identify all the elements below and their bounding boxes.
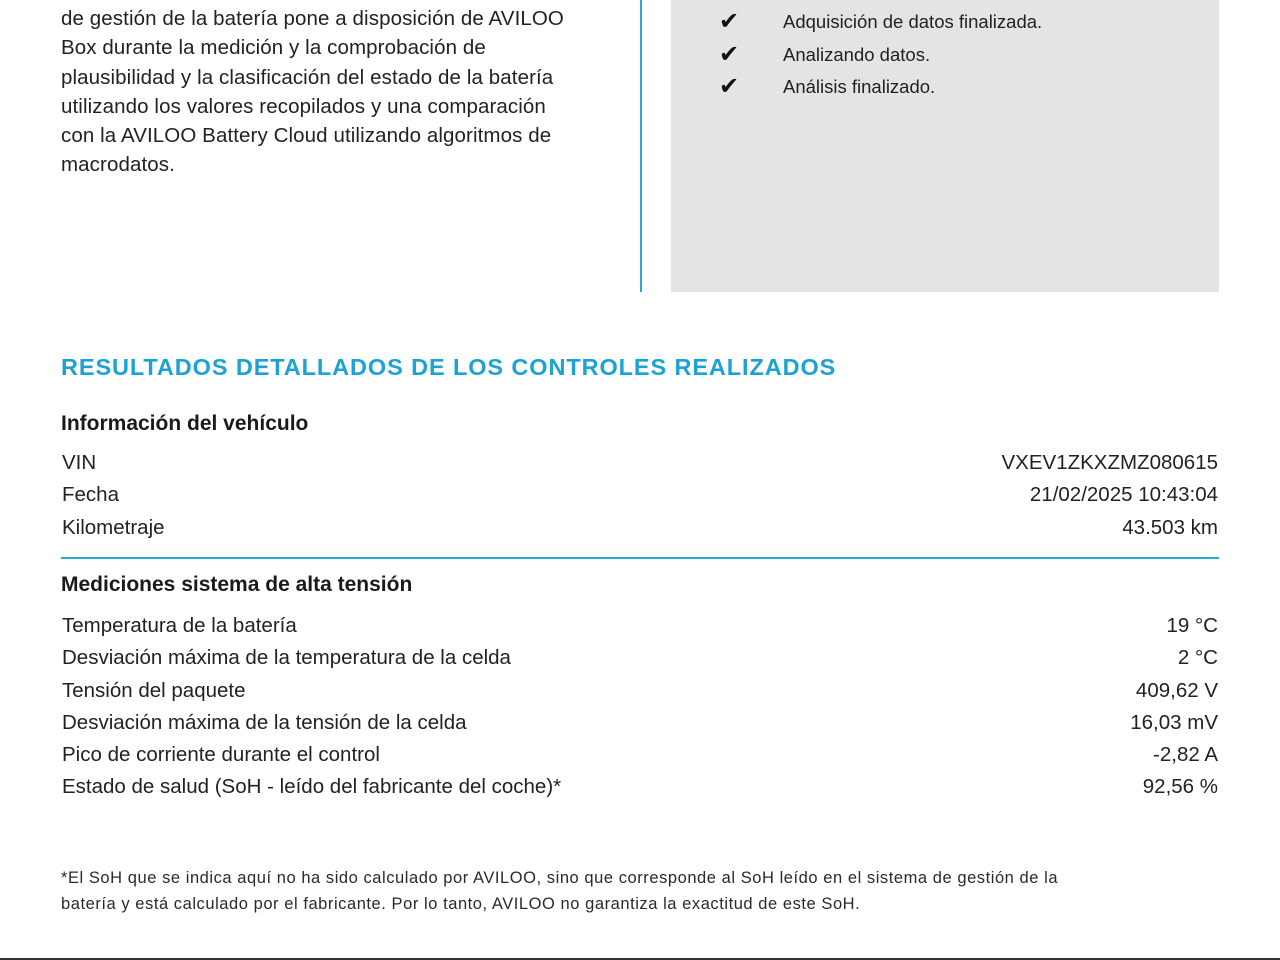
hv-row-pack-voltage: [62, 675, 1218, 707]
row-value: 16,03 mV: [1130, 711, 1218, 734]
row-value: VXEV1ZKXZMZ080615: [1001, 451, 1218, 474]
intro-paragraph: [61, 4, 621, 180]
footnote-line: batería y está calculado por el fabricante. Por lo tanto, AVILOO no garantiza la exactitud de este SoH.: [61, 894, 861, 913]
check-icon: ✔: [719, 8, 740, 35]
intro-line: macrodatos.: [61, 153, 175, 177]
vehicle-row-fecha: [62, 479, 1218, 511]
row-label: Temperatura de la batería: [62, 614, 297, 637]
intro-line: Box durante la medición y la comprobación de: [61, 36, 486, 60]
row-value: 92,56 %: [1142, 775, 1218, 798]
row-value: 19 °C: [1166, 614, 1218, 637]
hv-row-cell-temperature-deviation: [62, 642, 1218, 674]
check-icon: ✔: [719, 41, 740, 68]
vehicle-row-kilometraje: [62, 512, 1218, 544]
hv-row-peak-current: [62, 739, 1218, 771]
status-text: Análisis finalizado.: [783, 76, 936, 97]
hv-measurements-title: Mediciones sistema de alta tensión: [61, 573, 413, 596]
hv-row-state-of-health: [62, 771, 1218, 803]
row-label: Pico de corriente durante el control: [62, 743, 380, 766]
hv-row-battery-temperature: [62, 610, 1218, 642]
vehicle-info-title: Información del vehículo: [61, 412, 309, 435]
row-label: Estado de salud (SoH - leído del fabricante del coche)*: [62, 775, 562, 798]
intro-line: de gestión de la batería pone a disposición de AVILOO: [61, 7, 564, 30]
vertical-divider: [640, 0, 642, 292]
row-value: 43.503 km: [1122, 516, 1218, 539]
row-label: Desviación máxima de la temperatura de la celda: [62, 646, 511, 669]
row-label: Desviación máxima de la tensión de la celda: [62, 711, 467, 734]
row-value: -2,82 A: [1153, 743, 1218, 766]
row-label: Fecha: [62, 483, 119, 506]
row-value: 2 °C: [1177, 646, 1218, 669]
footnote-line: *El SoH que se indica aquí no ha sido calculado por AVILOO, sino que corresponde al SoH leído en el sistema de gestión de la: [61, 869, 1059, 887]
status-text: Analizando datos.: [783, 44, 931, 65]
section-divider: [61, 557, 1219, 559]
section-title: RESULTADOS DETALLADOS DE LOS CONTROLES REALIZADOS: [61, 354, 837, 380]
vehicle-row-vin: [62, 447, 1218, 479]
status-text: Adquisición de datos finalizada.: [783, 11, 1043, 32]
hv-row-cell-voltage-deviation: [62, 707, 1218, 739]
row-value: 409,62 V: [1135, 679, 1218, 702]
status-panel: [671, 0, 1219, 292]
footnote: [61, 866, 1221, 917]
intro-line: utilizando los valores recopilados y una comparación: [61, 94, 546, 118]
intro-line: plausibilidad y la clasificación del estado de la batería: [61, 65, 554, 89]
row-value: 21/02/2025 10:43:04: [1029, 483, 1218, 506]
check-icon: ✔: [719, 73, 740, 100]
row-label: Tensión del paquete: [62, 679, 246, 702]
row-label: Kilometraje: [62, 516, 165, 539]
row-label: VIN: [62, 451, 97, 474]
intro-line: con la AVILOO Battery Cloud utilizando algoritmos de: [61, 124, 552, 148]
